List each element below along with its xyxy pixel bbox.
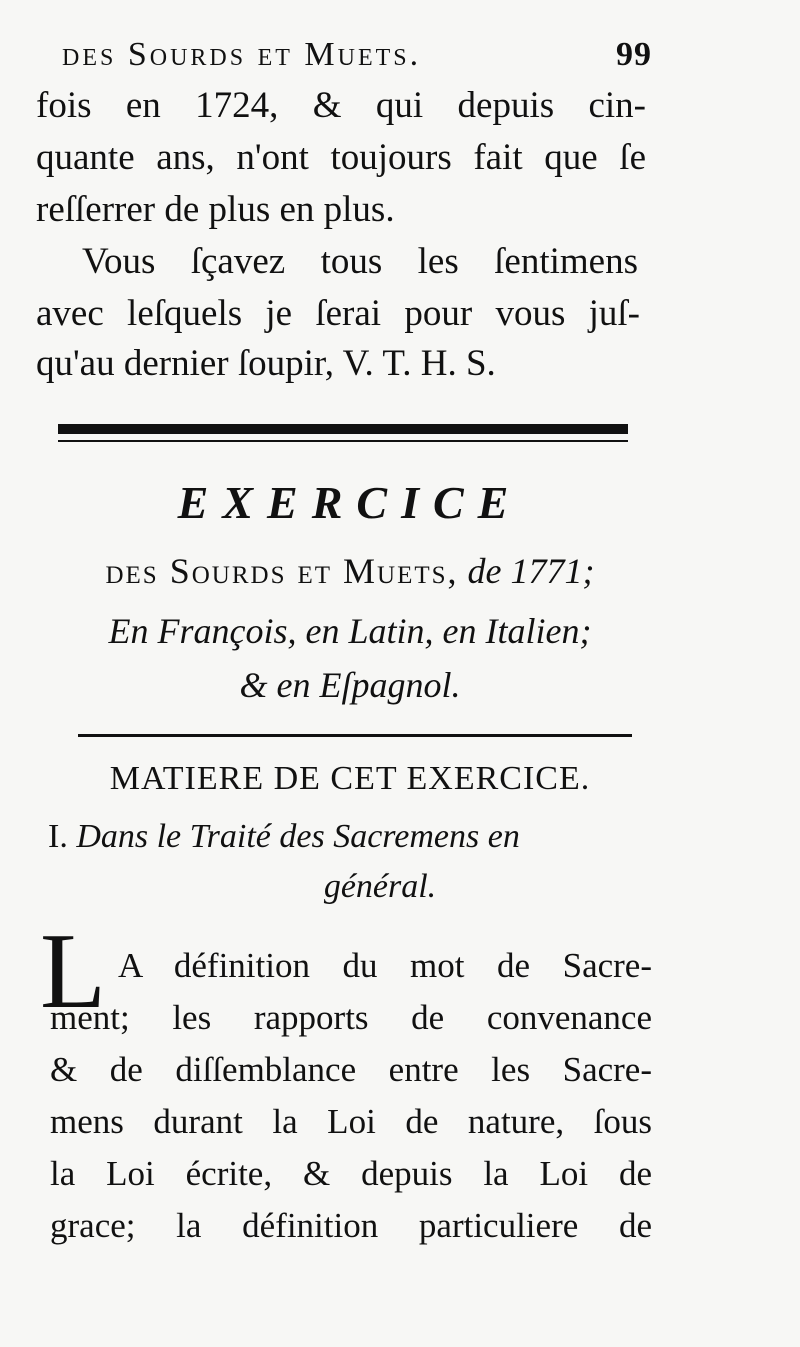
- letter-line-4: Vous ſçavez tous les ſentimens: [82, 241, 638, 282]
- body-line-5: la Loi écrite, & depuis la Loi de: [50, 1154, 652, 1193]
- section-rule-thin: [58, 440, 628, 442]
- letter-line-6: qu'au dernier ſoupir, V. T. H. S.: [36, 343, 496, 384]
- letter-line-2: quante ans, n'ont toujours fait que ſe: [36, 137, 646, 178]
- exercice-subtitle: [0, 550, 700, 592]
- running-title: des Sourds et Muets.: [62, 36, 422, 73]
- matiere-heading: MATIERE DE CET EXERCICE.: [109, 760, 591, 797]
- body-line-4: mens durant la Loi de nature, ſous: [50, 1102, 652, 1141]
- subtitle-smallcaps: des Sourds et Muets,: [105, 551, 459, 591]
- languages-line-1: En François, en Latin, en Italien;: [108, 611, 592, 651]
- section-title-line-2: général.: [323, 868, 437, 905]
- body-line-2: ment; les rapports de convenance: [50, 998, 652, 1037]
- body-line-1: A définition du mot de Sacre-: [118, 946, 652, 985]
- section-title-line-1: Dans le Traité des Sacremens en: [76, 818, 520, 855]
- body-line-3: & de diſſemblance entre les Sacre-: [50, 1050, 652, 1089]
- running-header: [62, 36, 652, 74]
- page-number: 99: [616, 36, 652, 73]
- drop-cap: L: [40, 912, 106, 1031]
- section-number: I.: [48, 818, 68, 855]
- exercice-title: EXERCICE: [177, 477, 523, 528]
- letter-line-5: avec leſquels je ſerai pour vous juſ-: [36, 293, 640, 334]
- divider-rule: [78, 734, 632, 737]
- body-line-6: grace; la définition particuliere de: [50, 1206, 652, 1245]
- letter-line-1: fois en 1724, & qui depuis cin-: [36, 85, 646, 126]
- letter-line-3: reſſerrer de plus en plus.: [36, 189, 395, 230]
- languages-line-2: & en Eſpagnol.: [239, 665, 461, 705]
- section-rule-thick: [58, 424, 628, 434]
- section-heading: [48, 818, 520, 856]
- subtitle-year: de 1771;: [467, 551, 595, 591]
